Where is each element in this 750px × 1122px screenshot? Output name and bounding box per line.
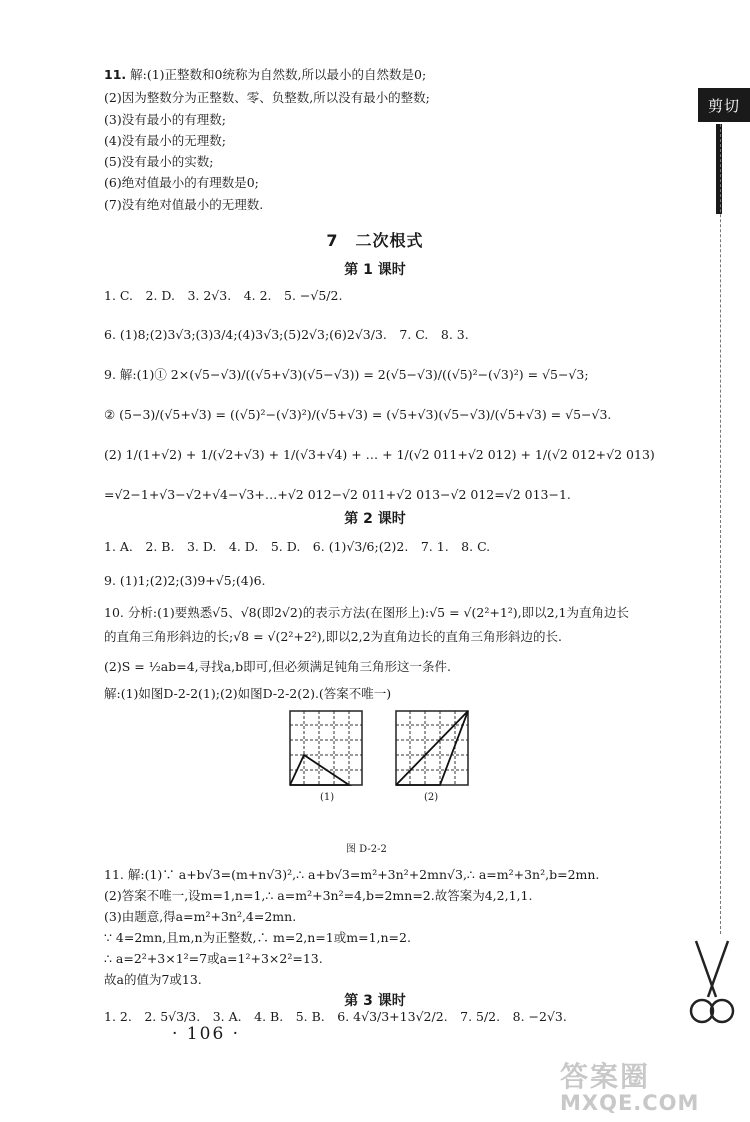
cut-bar <box>716 124 722 214</box>
grid-figure-1 <box>286 708 366 788</box>
lesson-3-title: 第 3 课时 <box>344 993 406 1009</box>
p11-line-4: (5)没有最小的实数; <box>104 154 214 169</box>
lesson2-cont-line-2: (3)由题意,得a=m²+3n²,4=2mn. <box>104 909 297 924</box>
lesson2-line-5: 解:(1)如图D-2-2(1);(2)如图D-2-2(2).(答案不唯一) <box>104 686 392 701</box>
lesson2-cont-line-3: ∵ 4=2mn,且m,n为正整数,∴ m=2,n=1或m=1,n=2. <box>104 930 411 945</box>
p11-line-1: (2)因为整数分为正整数、零、负整数,所以没有最小的整数; <box>104 90 430 105</box>
cut-tab <box>698 88 750 122</box>
grid-figure-2 <box>392 708 472 788</box>
lesson2-line-0: 1. A. 2. B. 3. D. 4. D. 5. D. 6. (1)√3/6;(2)2. 7. 1. 8. C. <box>104 539 491 554</box>
lesson2-cont-line-1: (2)答案不唯一,设m=1,n=1,∴ a=m²+3n²=4,b=2mn=2.故答案为4,2,1,1. <box>104 888 533 903</box>
cut-tab-label: 剪切 <box>707 96 740 115</box>
lesson1-line-2: 9. 解:(1)① 2×(√5−√3)/((√5+√3)(√5−√3)) = 2(√5−√3)/((√5)²−(√3)²) = √5−√3; <box>104 367 589 382</box>
p11-line-6: (7)没有绝对值最小的无理数. <box>104 197 264 212</box>
p11-line-0: 11. 解:(1)正整数和0统称为自然数,所以最小的自然数是0; <box>104 67 427 82</box>
p11-line-2: (3)没有最小的有理数; <box>104 112 226 127</box>
lesson2-line-1: 9. (1)1;(2)2;(3)9+√5;(4)6. <box>104 573 266 588</box>
watermark-line-2: MXQE.COM <box>560 1091 700 1115</box>
figure-1-label: (1) <box>320 792 335 803</box>
figure-caption: 图 D-2-2 <box>346 844 387 855</box>
lesson1-line-3: ② (5−3)/(√5+√3) = ((√5)²−(√3)²)/(√5+√3) = (√5+√3)(√5−√3)/(√5+√3) = √5−√3. <box>104 407 612 422</box>
page-number: · 106 · <box>172 1024 241 1044</box>
lesson3-line-0: 1. 2. 2. 5√3/3. 3. A. 4. B. 5. B. 6. 4√3/3+13√2/2. 7. 5/2. 8. −2√3. <box>104 1009 567 1024</box>
p11-line-5: (6)绝对值最小的有理数是0; <box>104 175 259 190</box>
lesson1-line-1: 6. (1)8;(2)3√3;(3)3/4;(4)3√3;(5)2√3;(6)2√3/3. 7. C. 8. 3. <box>104 327 469 342</box>
watermark-line-1: 答案圈 <box>560 1060 651 1093</box>
section-title: 7 二次根式 <box>326 231 424 250</box>
lesson2-line-3: 的直角三角形斜边的长;√8 = √(2²+2²),即以2,2为直角边长的直角三角形斜边的长. <box>104 629 562 644</box>
lesson-2-title: 第 2 课时 <box>344 511 406 527</box>
lesson2-line-2: 10. 分析:(1)要熟悉√5、√8(即2√2)的表示方法(在图形上):√5 = √(2²+1²),即以2,1为直角边长 <box>104 605 630 620</box>
figure-2-label: (2) <box>424 792 439 803</box>
lesson2-cont-line-4: ∴ a=2²+3×1²=7或a=1²+3×2²=13. <box>104 951 323 966</box>
lesson2-cont-line-5: 故a的值为7或13. <box>104 972 202 987</box>
scissors-icon <box>682 935 742 1035</box>
lesson2-line-4: (2)S = ½ab=4,寻找a,b即可,但必须满足钝角三角形这一条件. <box>104 659 452 674</box>
lesson1-line-0: 1. C. 2. D. 3. 2√3. 4. 2. 5. −√5/2. <box>104 288 343 303</box>
lesson1-line-4: (2) 1/(1+√2) + 1/(√2+√3) + 1/(√3+√4) + … + 1/(√2 011+√2 012) + 1/(√2 012+√2 013) <box>104 447 655 462</box>
lesson-1-title: 第 1 课时 <box>344 262 406 278</box>
watermark <box>560 1055 699 1115</box>
lesson1-line-5: =√2−1+√3−√2+√4−√3+…+√2 012−√2 011+√2 013−√2 012=√2 013−1. <box>104 487 571 502</box>
lesson2-cont-line-0: 11. 解:(1)∵ a+b√3=(m+n√3)²,∴ a+b√3=m²+3n²+2mn√3,∴ a=m²+3n²,b=2mn. <box>104 867 600 882</box>
p11-line-3: (4)没有最小的无理数; <box>104 133 226 148</box>
